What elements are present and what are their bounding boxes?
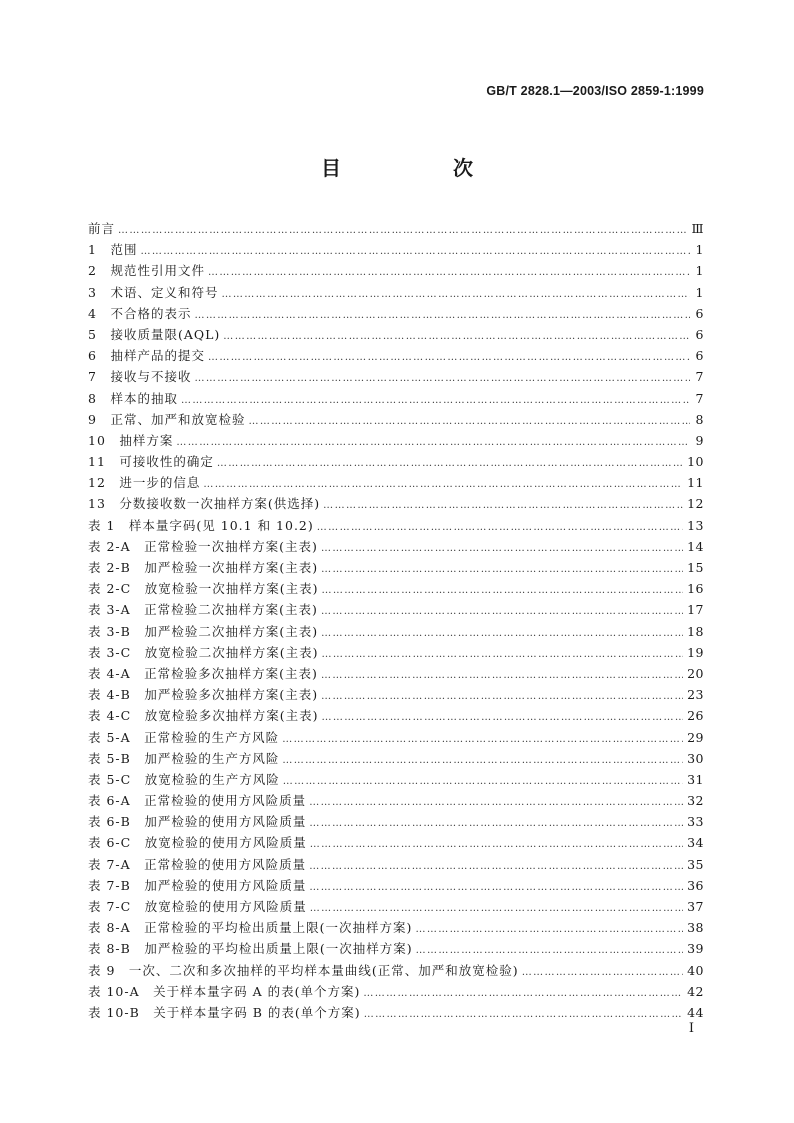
toc-dot-leader [223,326,690,347]
toc-dot-leader [323,495,683,516]
toc-entry[interactable] [88,493,704,514]
toc-entry[interactable] [88,366,704,387]
toc-entry-label: 7 接收与不接收 [88,369,192,385]
toc-entry[interactable] [88,324,704,345]
toc-entry-page: 1 [695,263,704,279]
toc-dot-leader [194,368,690,389]
toc-dot-leader [321,538,683,559]
toc-entry-page: 16 [687,581,704,597]
toc-entry-label: 表 5-C 放宽检验的生产方风险 [88,771,280,787]
toc-dot-leader [363,983,683,1004]
toc-entry[interactable] [88,790,704,811]
toc-dot-leader [321,665,683,686]
toc-entry[interactable] [88,218,704,239]
toc-entry-page: 33 [687,814,704,830]
toc-entry[interactable] [88,875,704,896]
toc-entry[interactable] [88,451,704,472]
toc-entry-label: 表 8-A 正常检验的平均检出质量上限(一次抽样方案) [88,920,413,936]
toc-entry-page: 6 [695,305,704,321]
toc-entry-page: 6 [695,348,704,364]
toc-dot-leader [208,262,690,283]
toc-entry-page: 10 [687,454,704,470]
toc-dot-leader [310,834,683,855]
toc-entry[interactable] [88,684,704,705]
toc-entry-label: 表 5-B 加严检验的生产方风险 [88,750,280,766]
toc-entry[interactable] [88,621,704,642]
toc-entry-label: 9 正常、加严和放宽检验 [88,411,246,427]
toc-dot-leader [309,792,683,813]
toc-entry-label: 表 4-A 正常检验多次抽样方案(主表) [88,665,318,681]
toc-entry-label: 表 2-A 正常检验一次抽样方案(主表) [88,538,318,554]
toc-entry[interactable] [88,303,704,324]
toc-entry-page: 17 [687,602,704,618]
page-number: I [688,1021,694,1036]
toc-entry-page: 19 [687,644,704,660]
toc-entry[interactable] [88,409,704,430]
toc-entry[interactable] [88,239,704,260]
toc-entry-label: 表 7-A 正常检验的使用方风险质量 [88,856,307,872]
toc-entry[interactable] [88,472,704,493]
toc-entry-page: 30 [687,750,704,766]
toc-entry-label: 表 10-A 关于样本量字码 A 的表(单个方案) [88,983,361,999]
toc-entry-page: 20 [687,665,704,681]
toc-entry-label: 1 范围 [88,242,138,258]
toc-entry[interactable] [88,282,704,303]
toc-entry-label: 表 1 样本量字码(见 10.1 和 10.2) [88,517,314,533]
page-title: 目 次 [321,156,519,180]
standard-code: GB/T 2828.1—2003/ISO 2859-1:1999 [486,84,704,98]
toc-entry-label: 表 7-C 放宽检验的使用方风险质量 [88,899,307,914]
toc-dot-leader [416,940,684,961]
toc-entry[interactable] [88,960,704,981]
toc-entry-page: 23 [687,687,704,703]
toc-dot-leader [321,559,683,580]
toc-entry-label: 表 2-B 加严检验一次抽样方案(主表) [88,560,319,575]
toc-entry-page: 15 [687,560,704,575]
toc-dot-leader [321,580,683,601]
toc-dot-leader [194,305,690,326]
toc-entry-label: 表 4-C 放宽检验多次抽样方案(主表) [88,708,319,724]
toc-entry[interactable] [88,345,704,366]
toc-entry-label: 4 不合格的表示 [88,305,192,321]
toc-entry-page: 1 [695,242,704,258]
toc-entry-label: 12 进一步的信息 [88,475,201,491]
toc-dot-leader [208,347,690,368]
toc-entry-page: 8 [695,411,704,427]
toc-entry[interactable] [88,642,704,663]
toc-entry-label: 前言 [88,221,116,236]
toc-entry-page: 35 [687,856,704,872]
toc-dot-leader [283,771,683,792]
toc-entry[interactable] [88,896,704,917]
toc-entry-page: 7 [695,369,704,385]
toc-entry[interactable] [88,1002,704,1023]
toc-entry-page: 29 [687,729,704,745]
toc-entry[interactable] [88,515,704,536]
toc-entry-label: 表 3-A 正常检验二次抽样方案(主表) [88,602,318,618]
toc-dot-leader [176,432,690,453]
toc-entry-page: 6 [695,326,704,342]
toc-entry-page: 1 [695,284,704,300]
toc-entry-label: 11 可接收性的确定 [88,454,214,470]
toc-entry-label: 表 5-A 正常检验的生产方风险 [88,729,280,745]
toc-entry-page: Ⅲ [691,221,704,236]
toc-entry-page: 36 [687,877,704,893]
toc-entry[interactable] [88,832,704,853]
toc-entry[interactable] [88,769,704,790]
toc-entry-label: 13 分数接收数一次抽样方案(供选择) [88,496,321,512]
toc-entry[interactable] [88,938,704,959]
toc-entry-page: 39 [687,941,704,957]
toc-dot-leader [309,856,683,877]
toc-entry-page: 7 [695,390,704,406]
toc-entry-page: 9 [695,432,704,448]
toc-entry-label: 2 规范性引用文件 [88,263,205,279]
toc-entry[interactable] [88,981,704,1002]
toc-dot-leader [217,453,683,474]
toc-dot-leader [310,898,683,919]
toc-entry-label: 表 6-C 放宽检验的使用方风险质量 [88,835,307,851]
toc-dot-leader [140,241,690,262]
table-of-contents [88,218,704,1023]
toc-dot-leader [282,729,683,750]
toc-entry-label: 5 接收质量限(AQL) [88,326,221,342]
toc-entry-label: 表 4-B 加严检验多次抽样方案(主表) [88,687,319,703]
toc-entry-page: 40 [687,962,704,978]
toc-dot-leader [321,686,683,707]
toc-entry-page: 38 [687,920,704,936]
toc-entry-page: 44 [687,1004,704,1020]
toc-entry-page: 34 [687,835,704,851]
toc-entry-label: 表 6-B 加严检验的使用方风险质量 [88,814,307,830]
toc-dot-leader [181,390,690,411]
toc-entry-page: 31 [687,771,704,787]
toc-entry-label: 表 3-C 放宽检验二次抽样方案(主表) [88,644,319,660]
toc-dot-leader [282,750,683,771]
toc-entry[interactable] [88,260,704,281]
toc-dot-leader [321,707,683,728]
toc-dot-leader [248,411,690,432]
toc-entry-label: 表 2-C 放宽检验一次抽样方案(主表) [88,581,319,597]
toc-entry-label: 表 9 一次、二次和多次抽样的平均样本量曲线(正常、加严和放宽检验) [88,962,519,978]
toc-entry[interactable] [88,705,704,726]
toc-dot-leader [317,517,683,538]
toc-entry[interactable] [88,811,704,832]
toc-entry[interactable] [88,430,704,451]
toc-entry[interactable] [88,748,704,769]
toc-entry[interactable] [88,578,704,599]
toc-entry[interactable] [88,599,704,620]
toc-entry[interactable] [88,917,704,938]
toc-entry-label: 表 6-A 正常检验的使用方风险质量 [88,793,307,809]
toc-entry[interactable] [88,536,704,557]
toc-entry-page: 13 [687,517,704,533]
toc-entry-page: 26 [687,708,704,724]
toc-dot-leader [321,623,683,644]
toc-entry[interactable] [88,388,704,409]
toc-dot-leader [309,877,683,898]
toc-entry-label: 表 7-B 加严检验的使用方风险质量 [88,877,307,893]
toc-entry[interactable] [88,663,704,684]
toc-dot-leader [321,601,683,622]
toc-dot-leader [522,962,683,983]
toc-dot-leader [203,474,683,495]
toc-entry-page: 18 [687,623,704,639]
toc-entry-label: 10 抽样方案 [88,432,174,448]
toc-entry[interactable] [88,854,704,875]
toc-entry-page: 42 [687,983,704,999]
toc-dot-leader [309,813,683,834]
toc-entry[interactable] [88,557,704,578]
toc-dot-leader [415,919,683,940]
toc-dot-leader [364,1004,683,1025]
toc-entry-page: 32 [687,793,704,809]
toc-entry-page: 12 [687,496,704,512]
toc-entry-label: 表 10-B 关于样本量字码 B 的表(单个方案) [88,1004,361,1020]
toc-entry[interactable] [88,727,704,748]
toc-entry-page: 37 [687,899,704,914]
toc-dot-leader [221,284,690,305]
toc-entry-label: 表 3-B 加严检验二次抽样方案(主表) [88,623,319,639]
toc-dot-leader [118,220,687,241]
toc-entry-label: 表 8-B 加严检验的平均检出质量上限(一次抽样方案) [88,941,413,957]
toc-dot-leader [321,644,683,665]
toc-entry-label: 6 抽样产品的提交 [88,348,205,364]
toc-entry-page: 14 [687,538,704,554]
toc-entry-page: 11 [687,475,704,491]
toc-entry-label: 3 术语、定义和符号 [88,284,219,300]
toc-entry-label: 8 样本的抽取 [88,390,178,406]
